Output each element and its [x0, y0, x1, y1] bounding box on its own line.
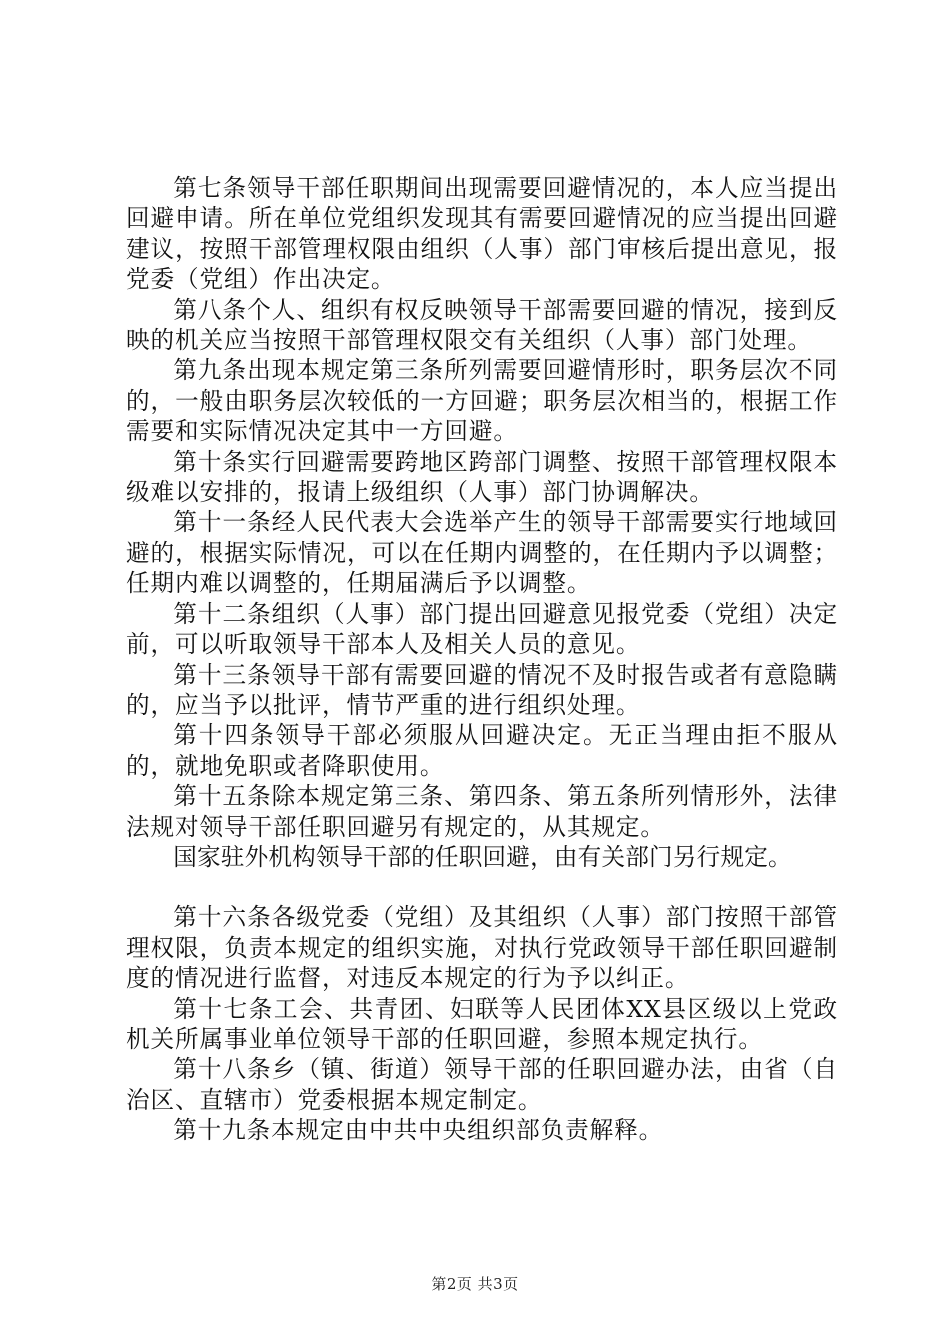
paragraph-article-15: 第十五条除本规定第三条、第四条、第五条所列情形外，法律法规对领导干部任职回避另有规定的，从其规定。 [126, 782, 838, 841]
paragraph-article-13: 第十三条领导干部有需要回避的情况不及时报告或者有意隐瞒的，应当予以批评，情节严重的进行组织处理。 [126, 660, 838, 719]
paragraph-article-9: 第九条出现本规定第三条所列需要回避情形时，职务层次不同的，一般由职务层次较低的一方回避；职务层次相当的，根据工作需要和实际情况决定其中一方回避。 [126, 356, 838, 446]
paragraph-article-18: 第十八条乡（镇、街道）领导干部的任职回避办法，由省（自治区、直辖市）党委根据本规定制定。 [126, 1055, 838, 1114]
paragraph-article-19: 第十九条本规定由中共中央组织部负责解释。 [173, 1116, 664, 1145]
paragraph-overseas-agencies: 国家驻外机构领导干部的任职回避，由有关部门另行规定。 [173, 842, 792, 871]
paragraph-article-12: 第十二条组织（人事）部门提出回避意见报党委（党组）决定前，可以听取领导干部本人及相关人员的意见。 [126, 599, 838, 659]
paragraph-article-17: 第十七条工会、共青团、妇联等人民团体XX县区级以上党政机关所属事业单位领导干部的任职回避，参照本规定执行。 [126, 994, 838, 1053]
page-number-footer: 第2页 共3页 [431, 1275, 519, 1293]
paragraph-article-10: 第十条实行回避需要跨地区跨部门调整、按照干部管理权限本级难以安排的，报请上级组织（人事）部门协调解决。 [126, 447, 838, 507]
paragraph-article-11: 第十一条经人民代表大会选举产生的领导干部需要实行地域回避的，根据实际情况，可以在任期内调整的，在任期内予以调整；任期内难以调整的，任期届满后予以调整。 [126, 508, 838, 598]
paragraph-article-7: 第七条领导干部任职期间出现需要回避情况的，本人应当提出回避申请。所在单位党组织发现其有需要回避情况的应当提出回避建议，按照干部管理权限由组织（人事）部门审核后提出意见，报党委（党组）作出决定。 [126, 174, 838, 294]
paragraph-article-14: 第十四条领导干部必须服从回避决定。无正当理由拒不服从的，就地免职或者降职使用。 [126, 721, 838, 780]
paragraph-article-16: 第十六条各级党委（党组）及其组织（人事）部门按照干部管理权限，负责本规定的组织实施，对执行党政领导干部任职回避制度的情况进行监督，对违反本规定的行为予以纠正。 [126, 903, 838, 993]
paragraph-article-8: 第八条个人、组织有权反映领导干部需要回避的情况，接到反映的机关应当按照干部管理权限交有关组织（人事）部门处理。 [126, 295, 838, 355]
document-body [126, 173, 838, 1146]
